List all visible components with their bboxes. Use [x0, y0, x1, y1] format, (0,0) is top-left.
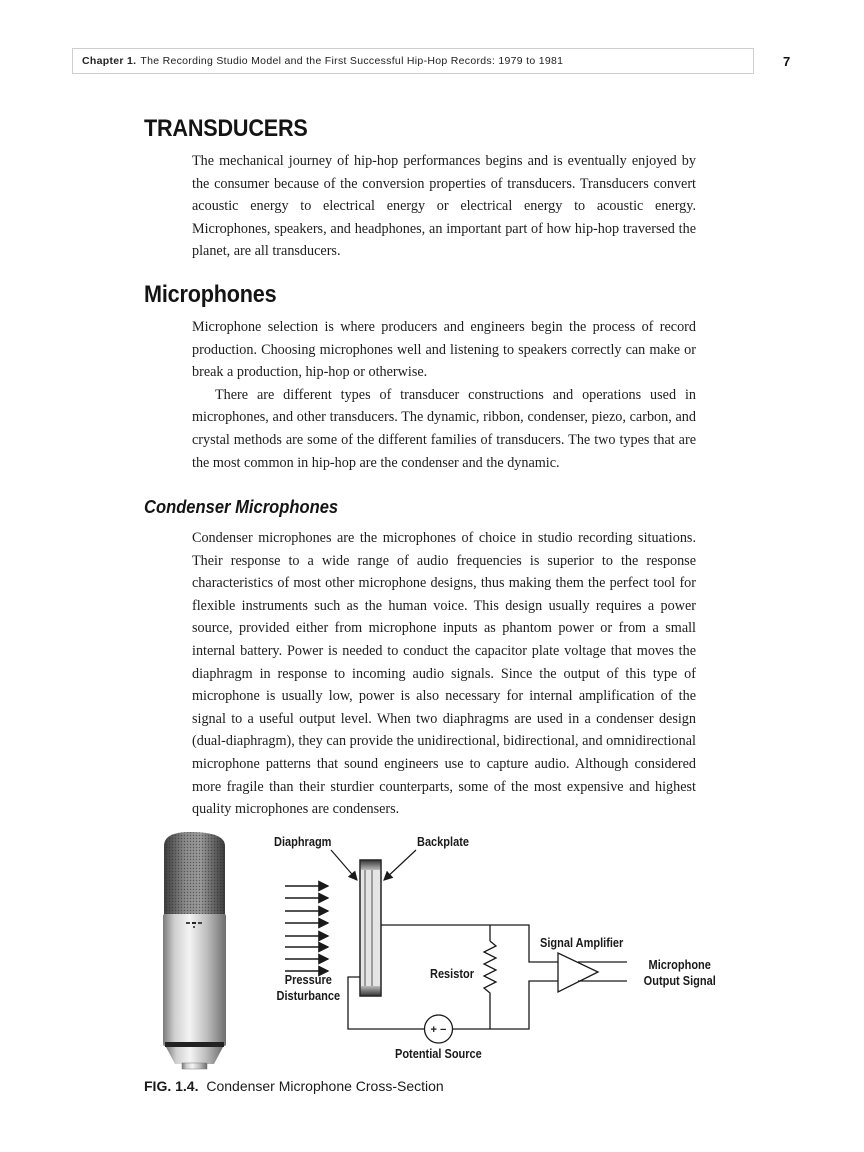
section-microphones-body — [192, 316, 696, 474]
label-resistor: Resistor — [430, 967, 475, 981]
label-output-line1: Microphone — [648, 958, 711, 972]
battery-symbol: + − — [430, 1024, 447, 1036]
label-pressure-line1: Pressure — [284, 973, 332, 987]
label-microphone-output-signal — [641, 957, 718, 989]
microphone-illustration — [163, 832, 226, 1069]
figure-caption-text: Condenser Microphone Cross-Section — [206, 1078, 444, 1094]
chapter-title: The Recording Studio Model and the First Successful Hip-Hop Records: 1979 to 1981 — [140, 55, 564, 67]
figure-number: FIG. 1.4. — [144, 1078, 199, 1094]
heading-transducers: TRANSDUCERS — [144, 115, 308, 142]
label-potential-source: Potential Source — [395, 1047, 482, 1061]
chapter-label: Chapter 1. — [82, 55, 137, 67]
condenser-diagram — [150, 828, 750, 1073]
label-output-line2: Output Signal — [643, 974, 716, 988]
label-diaphragm: Diaphragm — [274, 835, 332, 849]
figure-condenser-cross-section — [150, 828, 750, 1073]
capacitor-element — [360, 860, 381, 996]
label-pressure-line2: Disturbance — [276, 989, 341, 1003]
paragraph: There are different types of transducer constructions and operations used in microphones, and other transducers. The dynamic, ribbon, condenser, piezo, carbon, and crystal methods are some of the different families of transducers. The two types that are the most common in hip-hop are the condenser and the dynamic. — [192, 386, 696, 471]
diaphragm-pointer — [331, 850, 357, 880]
section-transducers-body — [192, 150, 696, 263]
label-pressure-disturbance — [274, 972, 343, 1004]
backplate-pointer — [384, 850, 416, 880]
section-condenser-body — [192, 527, 696, 821]
heading-condenser-microphones: Condenser Microphones — [144, 497, 339, 517]
pressure-arrows — [285, 886, 328, 971]
figure-caption — [144, 1078, 444, 1094]
paragraph: The mechanical journey of hip-hop performances begins and is eventually enjoyed by the consumer because of the conversion properties of transducers. Transducers convert acoustic energy to electrical energy or electrical energy to acoustic energy. Microphones, speakers, and headphones, an important part of how hip-hop traversed the planet, are all transducers. — [192, 153, 696, 260]
running-head — [72, 48, 754, 74]
heading-microphones: Microphones — [144, 281, 277, 308]
label-backplate: Backplate — [417, 835, 469, 849]
label-signal-amplifier: Signal Amplifier — [540, 936, 624, 950]
paragraph: Microphone selection is where producers and engineers begin the process of record production. Choosing microphones well and listening to speakers correctly can make or break a production, hip-hop or otherwise. — [192, 319, 696, 381]
paragraph: Condenser microphones are the microphones of choice in studio recording situations. Their response to a wide range of audio frequencies is superior to the response characteristics of most other microphone designs, thus making them the perfect tool for flexible instruments such as the human voice. This design usually requires a power source, provided either from microphone inputs as phantom power or from a small internal battery. Power is needed to conduct the capacitor plate voltage that moves the diaphragm in response to incoming audio signals. Since the output of this type of microphone is usually low, power is also necessary for internal amplification of the signal to a useful output level. When two diaphragms are used in a condenser design (dual-diaphragm), they can provide the unidirectional, bidirectional, and omnidirectional microphone patterns that sound engineers use to capture audio. Although considered more fragile than their sturdier counterparts, some of the most expensive and highest quality microphones are condensers. — [192, 530, 696, 818]
page-number: 7 — [783, 54, 791, 69]
